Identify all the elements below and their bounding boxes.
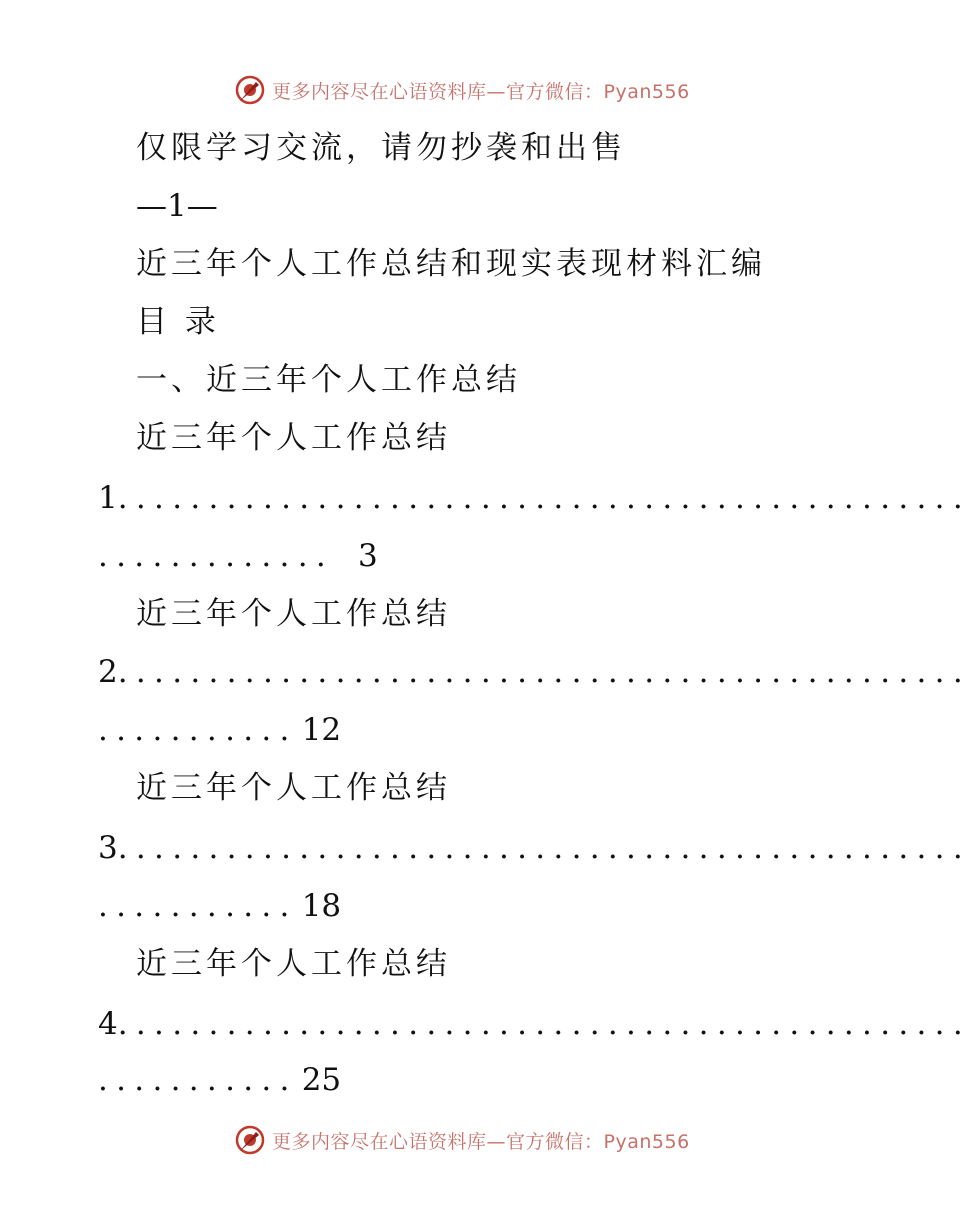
toc-entry-label: 近三年个人工作总结 <box>136 596 451 632</box>
toc-dot-leader: ............................................... <box>117 830 971 866</box>
toc-entry-label: 近三年个人工作总结 <box>136 420 451 456</box>
toc-dot-leader: ........... <box>98 1062 298 1098</box>
quill-seal-icon <box>234 74 266 106</box>
notice-text: 仅限学习交流，请勿抄袭和出售 <box>136 130 626 166</box>
section-heading: 一、近三年个人工作总结 <box>136 362 521 398</box>
watermark-text: 更多内容尽在心语资料库—官方微信：Pyan556 <box>272 1130 690 1153</box>
toc-entry-leader <box>98 1004 971 1044</box>
toc-entry-tail <box>98 536 378 576</box>
toc-dot-leader: ............................................... <box>117 1006 971 1042</box>
toc-entry-page: 25 <box>301 1062 342 1098</box>
footer-watermark <box>234 1122 690 1158</box>
toc-entry-leader <box>98 478 971 518</box>
toc-entry-label: 近三年个人工作总结 <box>136 946 451 982</box>
toc-dot-leader: ............................................... <box>117 654 971 690</box>
toc-entry-page: 18 <box>301 888 342 924</box>
quill-seal-icon <box>234 1124 266 1156</box>
page-marker: —1— <box>136 188 218 224</box>
document-title: 近三年个人工作总结和现实表现材料汇编 <box>136 246 766 282</box>
toc-entry-number: 3 <box>98 830 118 866</box>
toc-heading: 目 录 <box>136 304 220 340</box>
toc-entry-leader <box>98 652 971 692</box>
toc-entry-number: 2 <box>98 654 118 690</box>
toc-entry-label: 近三年个人工作总结 <box>136 770 451 806</box>
toc-entry-page: 3 <box>358 538 378 574</box>
toc-dot-leader: ............................................... <box>117 480 971 516</box>
toc-entry-number: 1 <box>98 480 118 516</box>
toc-entry-tail <box>98 1060 341 1100</box>
toc-entry-tail <box>98 710 341 750</box>
toc-entry-leader <box>98 828 971 868</box>
toc-dot-leader: ............. <box>98 538 335 574</box>
toc-entry-page: 12 <box>301 712 342 748</box>
watermark-text: 更多内容尽在心语资料库—官方微信：Pyan556 <box>272 80 690 103</box>
toc-entry-tail <box>98 886 341 926</box>
header-watermark <box>234 72 690 108</box>
toc-entry-number: 4 <box>98 1006 118 1042</box>
toc-dot-leader: ........... <box>98 712 298 748</box>
toc-dot-leader: ........... <box>98 888 298 924</box>
